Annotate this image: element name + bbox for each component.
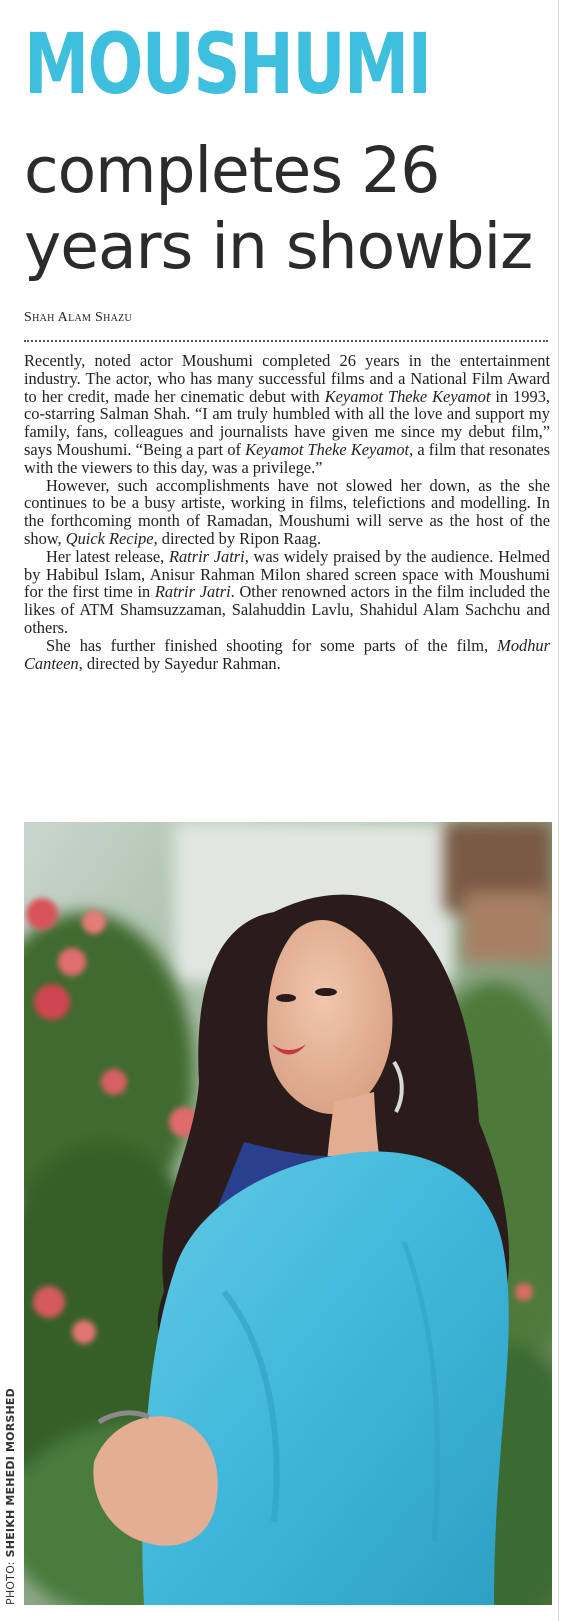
subheadline-line-1: completes 26 bbox=[24, 134, 440, 207]
subheadline-line-2: years in showbiz bbox=[24, 210, 533, 283]
body-text-run: , directed by Sayedur Rahman. bbox=[78, 653, 281, 673]
body-text-run: . Other renowned actors in the film included the likes of ATM Shamsuzzaman, Salahuddin Lavlu, Shahidul Alam Sachchu and others. bbox=[24, 582, 550, 637]
body-text-run: Recently, noted actor Moushumi completed 26 years in the entertainment industry. The actor, who has many successful films and a National Film Award to her credit, made her cinematic debut with bbox=[24, 351, 550, 406]
byline: Shah Alam Shazu bbox=[24, 310, 133, 325]
portrait-photo bbox=[24, 822, 552, 1605]
photo-credit-name: SHEIKH MEHEDI MORSHED bbox=[4, 1388, 17, 1558]
film-title: Ratrir Jatri bbox=[168, 546, 245, 566]
film-title: Keyamot Theke Keyamot bbox=[324, 386, 491, 406]
body-text-run: , a film that resonates with the viewers to this day, was a privilege.” bbox=[24, 439, 550, 477]
film-title: Quick Recipe bbox=[65, 528, 154, 548]
headline: MOUSHUMI bbox=[24, 15, 431, 113]
photo-credit-label: PHOTO: bbox=[4, 1561, 17, 1605]
body-text-run: , was widely praised by the audience. Helmed by Habibul Islam, Anisur Rahman Milon shared screen space with Moushumi for the first time in bbox=[24, 546, 550, 602]
film-title: Ratrir Jatri bbox=[154, 582, 231, 602]
body-text-run: However, such accomplishments have not slowed her down, as the she continues to be a busy artiste, working in films, telefictions and modelling. In the forthcoming month of Ramadan, Moushumi will serve as the host of the show, bbox=[24, 475, 550, 548]
body-text-run: Her latest release, bbox=[46, 546, 169, 566]
photo-credit bbox=[4, 1305, 17, 1605]
paragraph bbox=[24, 477, 550, 548]
portrait-photo-image bbox=[24, 822, 552, 1605]
article-body bbox=[24, 352, 550, 672]
film-title: Modhur Canteen bbox=[24, 635, 550, 673]
paragraph bbox=[24, 637, 550, 673]
body-text-run: in 1993, co-starring Salman Shah. “I am truly humbled with all the love and support my family, fans, colleagues and journalists have given me since my debut film,” says Moushumi. “Being a part of bbox=[24, 386, 550, 459]
page-edge-rule bbox=[558, 0, 572, 1621]
dotted-divider bbox=[24, 340, 548, 342]
body-text-run: She has further finished shooting for some parts of the film, bbox=[46, 635, 498, 655]
paragraph bbox=[24, 352, 550, 477]
subheadline bbox=[24, 133, 554, 285]
film-title: Keyamot Theke Keyamot bbox=[245, 439, 410, 459]
body-text-run: , directed by Ripon Raag. bbox=[153, 528, 322, 548]
paragraph bbox=[24, 548, 550, 637]
